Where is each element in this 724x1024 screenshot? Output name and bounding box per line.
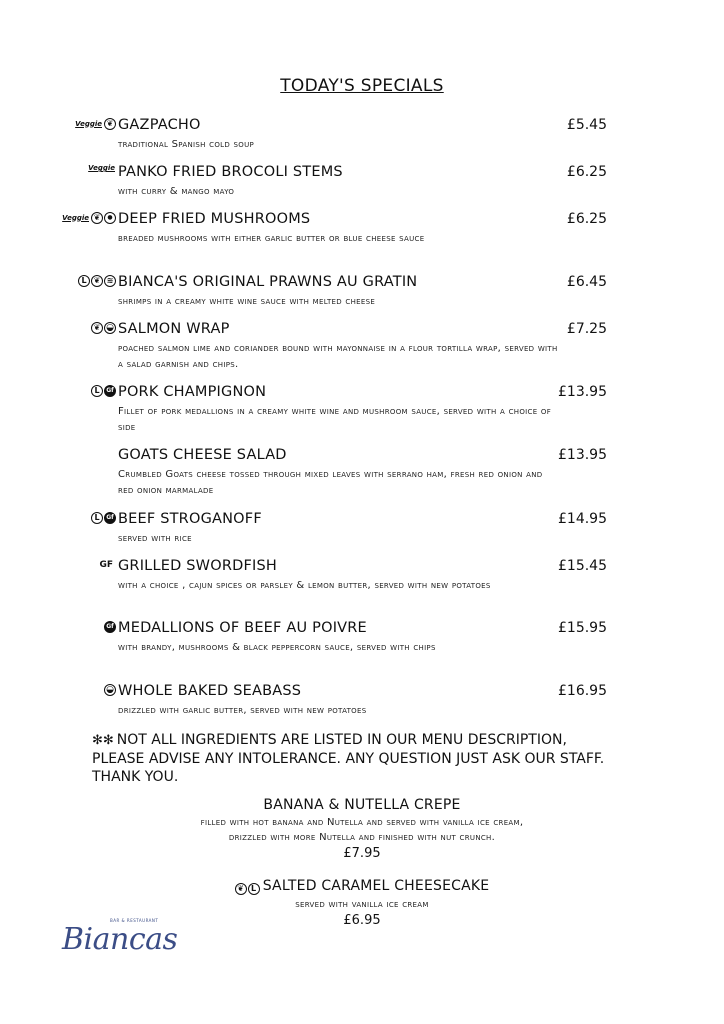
- celery-icon: ❦: [91, 322, 103, 334]
- allergen-icons: [60, 118, 116, 130]
- item-name: DEEP FRIED MUSHROOMS: [118, 211, 311, 227]
- item-name: PORK CHAMPIGNON: [118, 384, 267, 400]
- item-description: traditional Spanish cold soup: [118, 139, 255, 150]
- menu-item: [60, 558, 620, 594]
- menu-item: [60, 274, 620, 310]
- allergen-icons: [60, 621, 116, 633]
- celery-icon: ❦: [104, 118, 116, 130]
- item-name: BIANCA'S ORIGINAL PRAWNS AU GRATIN: [118, 274, 418, 290]
- item-description: Fillet of pork medallions in a creamy white wine and mushroom sauce, served with a choice of side: [118, 406, 552, 433]
- item-price: £6.45: [566, 274, 607, 290]
- dessert-price: £7.95: [343, 846, 381, 861]
- item-price: £13.95: [558, 447, 607, 463]
- item-description: with curry & mango mayo: [118, 186, 235, 197]
- gluten-free-icon: Gf: [104, 385, 116, 397]
- item-price: £13.95: [558, 384, 607, 400]
- item-name: WHOLE BAKED SEABASS: [118, 683, 302, 699]
- item-price: £15.45: [558, 558, 607, 574]
- lactose-icon: L: [248, 883, 260, 895]
- item-description: Crumbled Goats cheese tossed through mixed leaves with serrano ham, fresh red onion and red onion marmalade: [118, 469, 543, 496]
- egg-icon: ●: [104, 212, 116, 224]
- dessert-name: BANANA & NUTELLA CREPE: [263, 797, 461, 813]
- menu-item: [60, 511, 620, 547]
- menu-item: [60, 683, 620, 719]
- menu-item: [60, 211, 620, 247]
- restaurant-logo: [58, 914, 178, 964]
- menu-item: [60, 321, 620, 373]
- logo-subtitle: BAR & RESTAURANT: [110, 918, 159, 923]
- item-price: £5.45: [566, 117, 607, 133]
- fish-icon: ◒: [104, 322, 116, 334]
- menu-item: [60, 384, 620, 436]
- notice-text: NOT ALL INGREDIENTS ARE LISTED IN OUR MENU DESCRIPTION, PLEASE ADVISE ANY INTOLERANCE. ANY QUESTION JUST ASK OUR STAFF. THANK YOU.: [92, 732, 605, 785]
- dessert-description: drizzled with more Nutella and finished with nut crunch.: [228, 832, 496, 843]
- veggie-icon: Veggie: [62, 213, 89, 222]
- dessert-description: filled with hot banana and Nutella and served with vanilla ice cream,: [200, 817, 524, 828]
- item-name: GAZPACHO: [118, 117, 201, 133]
- menu-item: [60, 164, 620, 200]
- allergen-icons: [60, 275, 116, 287]
- item-name: MEDALLIONS OF BEEF AU POIVRE: [118, 620, 367, 636]
- celery-icon: ❦: [91, 212, 103, 224]
- allergen-icons: [60, 165, 116, 172]
- item-price: £7.25: [566, 321, 607, 337]
- allergen-icons: [60, 559, 116, 571]
- lactose-icon: L: [91, 385, 103, 397]
- allergen-notice: [92, 731, 612, 786]
- item-description: drizzled with garlic butter, served with new potatoes: [118, 705, 367, 716]
- item-price: £14.95: [558, 511, 607, 527]
- gluten-free-icon: GF: [99, 559, 113, 570]
- gluten-free-icon: Gf: [104, 621, 116, 633]
- allergen-icons: [235, 883, 260, 895]
- lactose-icon: L: [78, 275, 90, 287]
- item-price: £6.25: [566, 211, 607, 227]
- item-description: breaded mushrooms with either garlic butter or blue cheese sauce: [118, 233, 425, 244]
- item-description: with brandy, mushrooms & black peppercorn sauce, served with chips: [118, 642, 436, 653]
- lactose-icon: L: [91, 512, 103, 524]
- item-price: £6.25: [566, 164, 607, 180]
- item-name: GRILLED SWORDFISH: [118, 558, 277, 574]
- dessert-description: served with vanilla ice cream: [295, 899, 429, 910]
- allergen-icons: [60, 684, 116, 696]
- menu-item: [60, 117, 620, 153]
- dessert-name-text: SALTED CARAMEL CHEESECAKE: [262, 878, 490, 894]
- gluten-free-icon: Gf: [104, 512, 116, 524]
- dessert-name: [0, 878, 724, 895]
- allergen-icons: [60, 512, 116, 524]
- dessert-item: [0, 797, 724, 863]
- item-name: PANKO FRIED BROCOLI STEMS: [118, 164, 343, 180]
- menu-item: [60, 620, 620, 656]
- item-description: served with rice: [118, 533, 192, 544]
- asterisk-icon: ✻✻: [92, 733, 114, 748]
- item-name: BEEF STROGANOFF: [118, 511, 262, 527]
- veggie-icon: Veggie: [88, 164, 115, 172]
- shellfish-icon: ≋: [104, 275, 116, 287]
- item-price: £16.95: [558, 683, 607, 699]
- allergen-icons: [60, 385, 116, 397]
- celery-icon: ❦: [235, 883, 247, 895]
- menu-item: [60, 447, 620, 499]
- page-title: TODAY'S SPECIALS: [280, 76, 444, 96]
- veggie-icon: Veggie: [75, 119, 102, 128]
- item-price: £15.95: [558, 620, 607, 636]
- item-description: shrimps in a creamy white wine sauce with melted cheese: [118, 296, 376, 307]
- item-name: GOATS CHEESE SALAD: [118, 447, 287, 463]
- fish-icon: ◒: [104, 684, 116, 696]
- item-description: poached salmon lime and coriander bound with mayonnaise in a flour tortilla wrap, served with a salad garnish and chips.: [118, 343, 558, 370]
- logo-name: Biancas: [62, 922, 178, 957]
- dessert-price: £6.95: [343, 913, 381, 928]
- celery-icon: ❦: [91, 275, 103, 287]
- item-name: SALMON WRAP: [118, 321, 230, 337]
- allergen-icons: [60, 212, 116, 224]
- item-description: with a choice , cajun spices or parsley & lemon butter, served with new potatoes: [118, 580, 491, 591]
- allergen-icons: [60, 322, 116, 334]
